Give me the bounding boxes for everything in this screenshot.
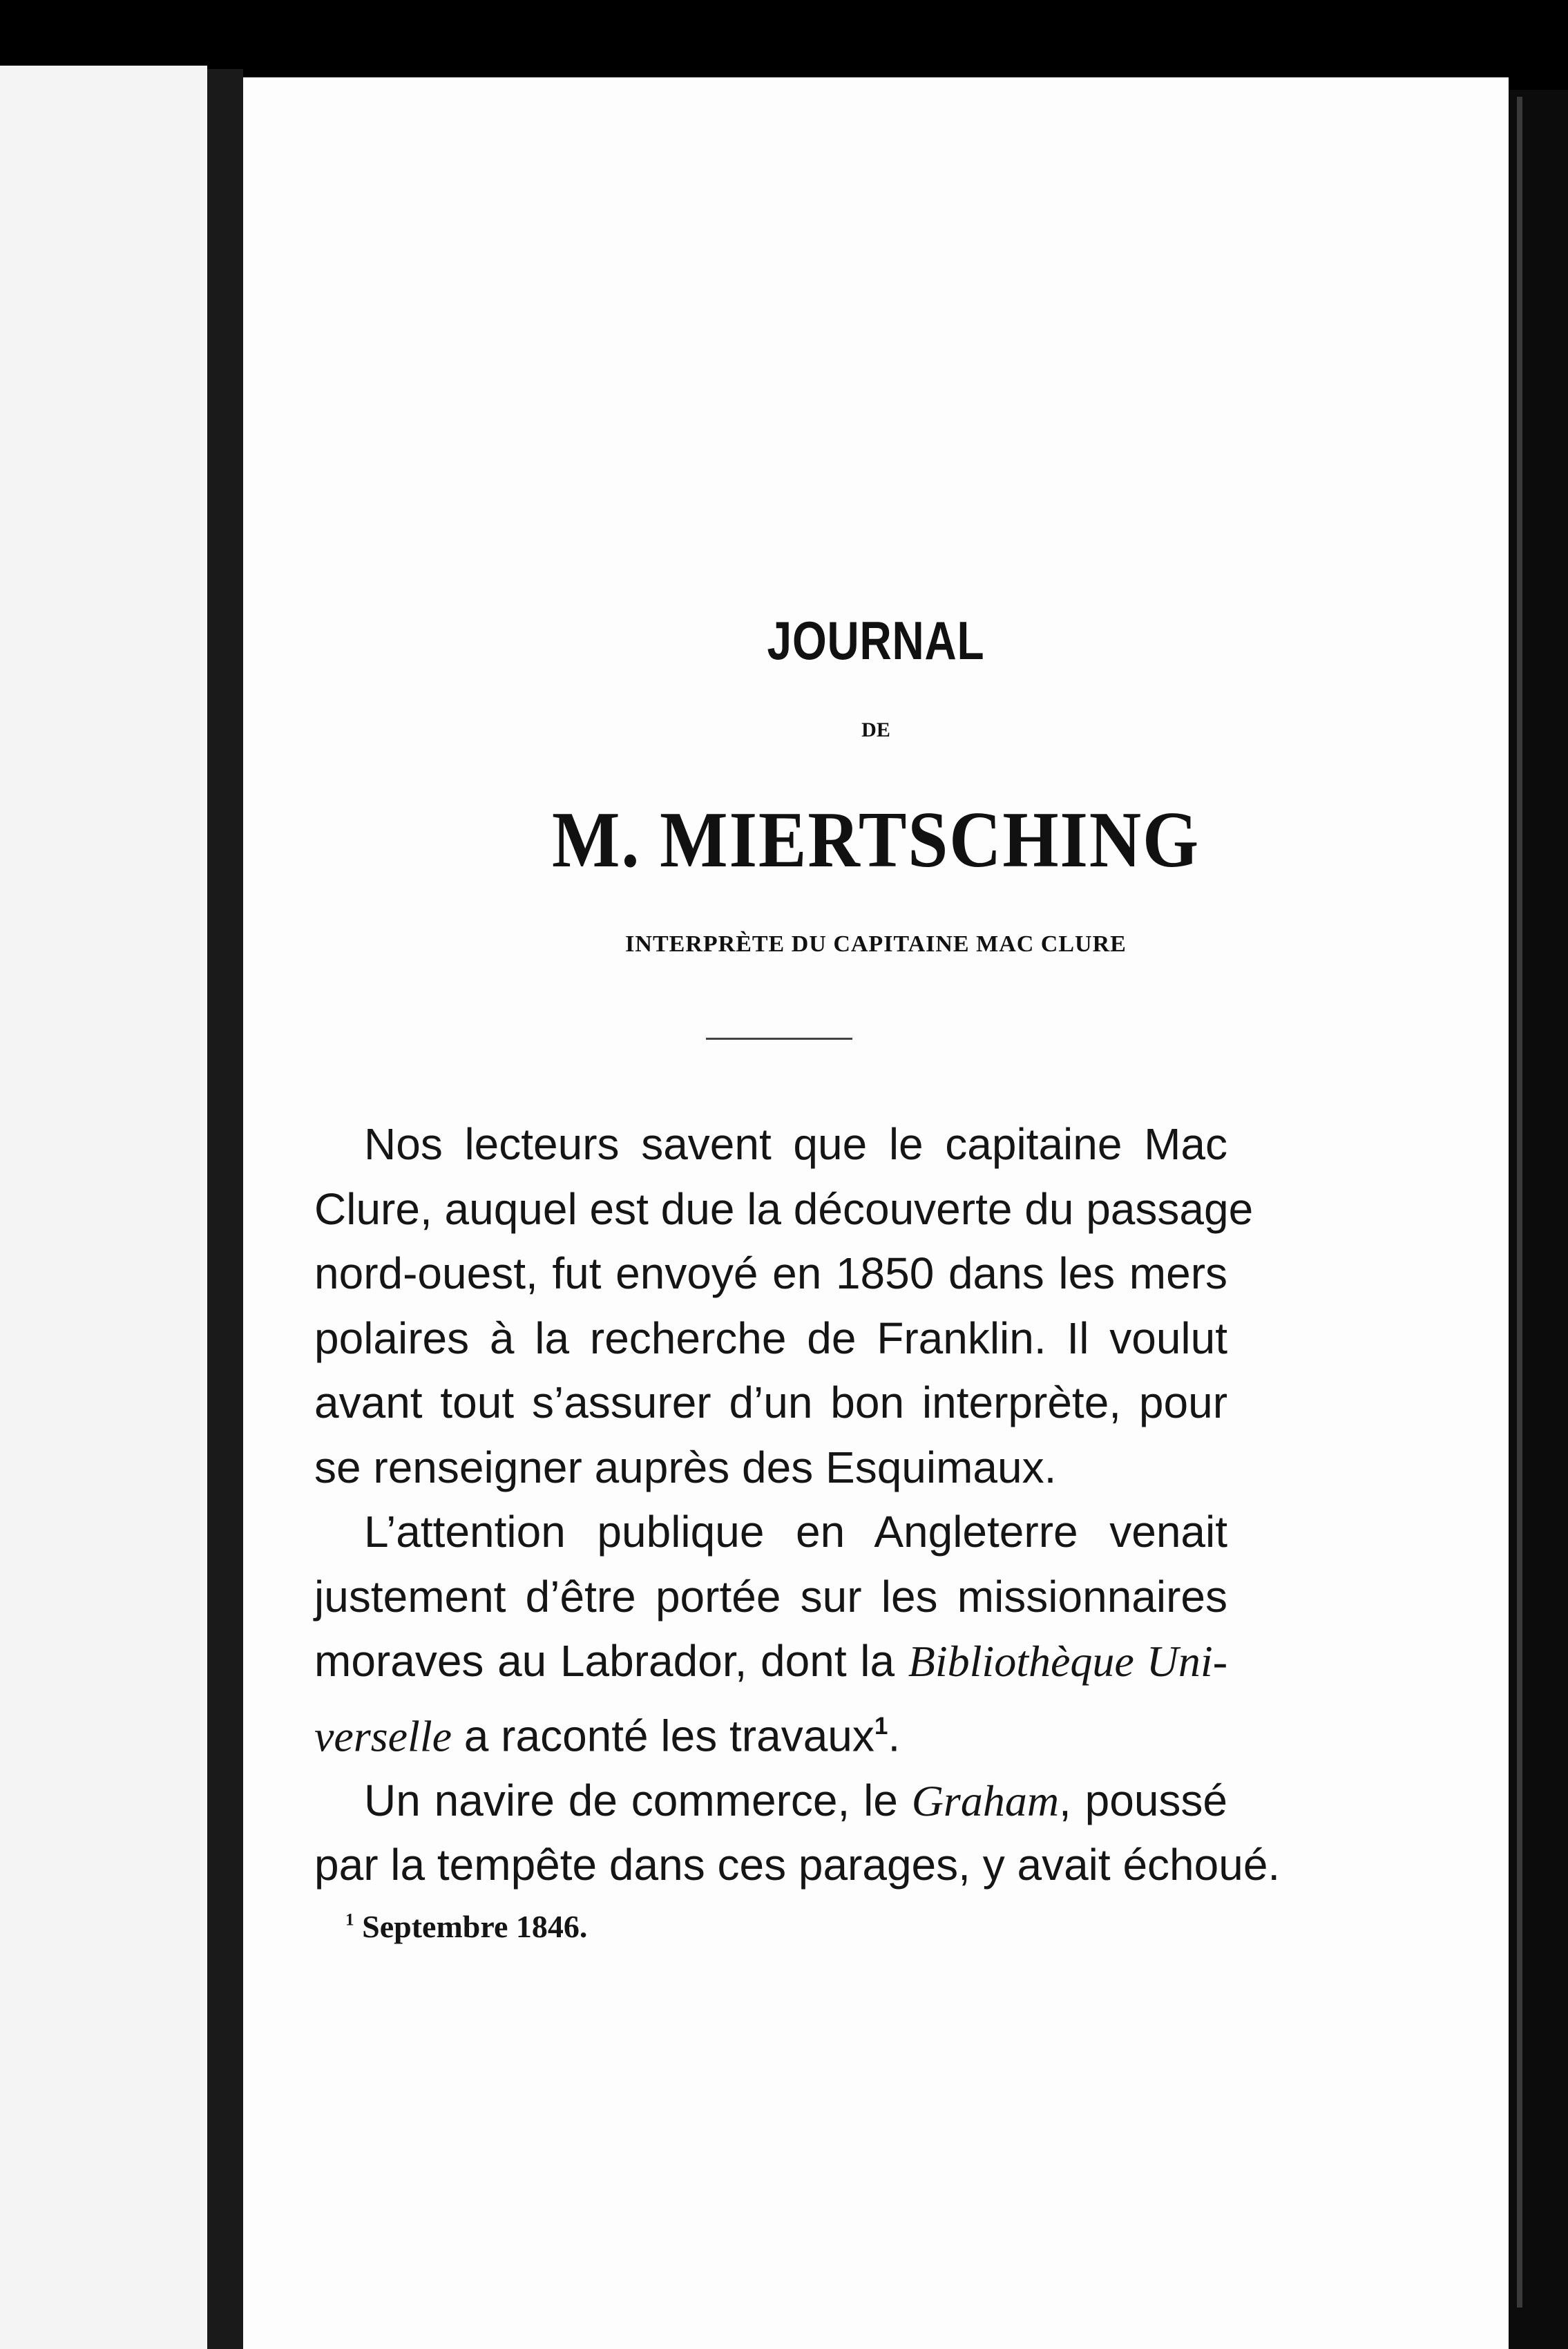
italic-ship-name: Graham (911, 1776, 1060, 1825)
text-line: par la tempête dans ces parages, y avait échoué. (314, 1840, 1281, 1890)
footnote-mark: 1 (345, 1910, 354, 1930)
book-gutter (207, 69, 243, 2349)
text-line: Nos lecteurs savent que le capitaine Mac (364, 1119, 1227, 1169)
text-line: nord-ouest, fut envoyé en 1850 dans les mers (314, 1248, 1227, 1298)
title-preposition: DE (861, 719, 890, 741)
text-line: se renseigner auprès des Esquimaux. (314, 1442, 1057, 1492)
paragraph-2 (314, 1500, 1227, 1769)
footnote-reference: 1 (874, 1712, 888, 1740)
italic-title: verselle (314, 1711, 452, 1761)
footnote-text: Septembre 1846. (362, 1909, 588, 1944)
text-fragment: a raconté les travaux (452, 1711, 874, 1761)
text-fragment: , poussé (1059, 1775, 1227, 1825)
body-text (314, 1112, 1281, 1898)
footnote (345, 1908, 587, 1945)
text-line: L’attention publique en Angleterre venait (364, 1507, 1227, 1557)
section-divider (706, 1038, 852, 1040)
text-line (314, 1694, 1227, 1769)
page-title: JOURNAL (767, 610, 985, 671)
italic-title: Bibliothèque Uni- (908, 1637, 1227, 1686)
text-fragment: moraves au Labrador, dont la (314, 1636, 908, 1686)
author-name: M. MIERTSCHING (552, 796, 1200, 884)
text-line (314, 1769, 1227, 1834)
author-subtitle: INTERPRÈTE DU CAPITAINE MAC CLURE (625, 931, 1127, 957)
text-line: justement d’être portée sur les missionnaires (314, 1571, 1227, 1622)
text-fragment: . (888, 1711, 901, 1761)
previous-page-edge (0, 66, 207, 2349)
text-line: avant tout s’assurer d’un bon interprète, pour (314, 1378, 1227, 1427)
paragraph-1 (314, 1112, 1254, 1500)
text-fragment: Un navire de commerce, le (364, 1775, 912, 1825)
page-edge-line (1517, 97, 1522, 2308)
text-line: polaires à la recherche de Franklin. Il voulut (314, 1313, 1227, 1363)
text-line: Clure, auquel est due la découverte du passage (314, 1183, 1254, 1234)
text-line (314, 1629, 1227, 1694)
paragraph-3 (314, 1769, 1281, 1898)
